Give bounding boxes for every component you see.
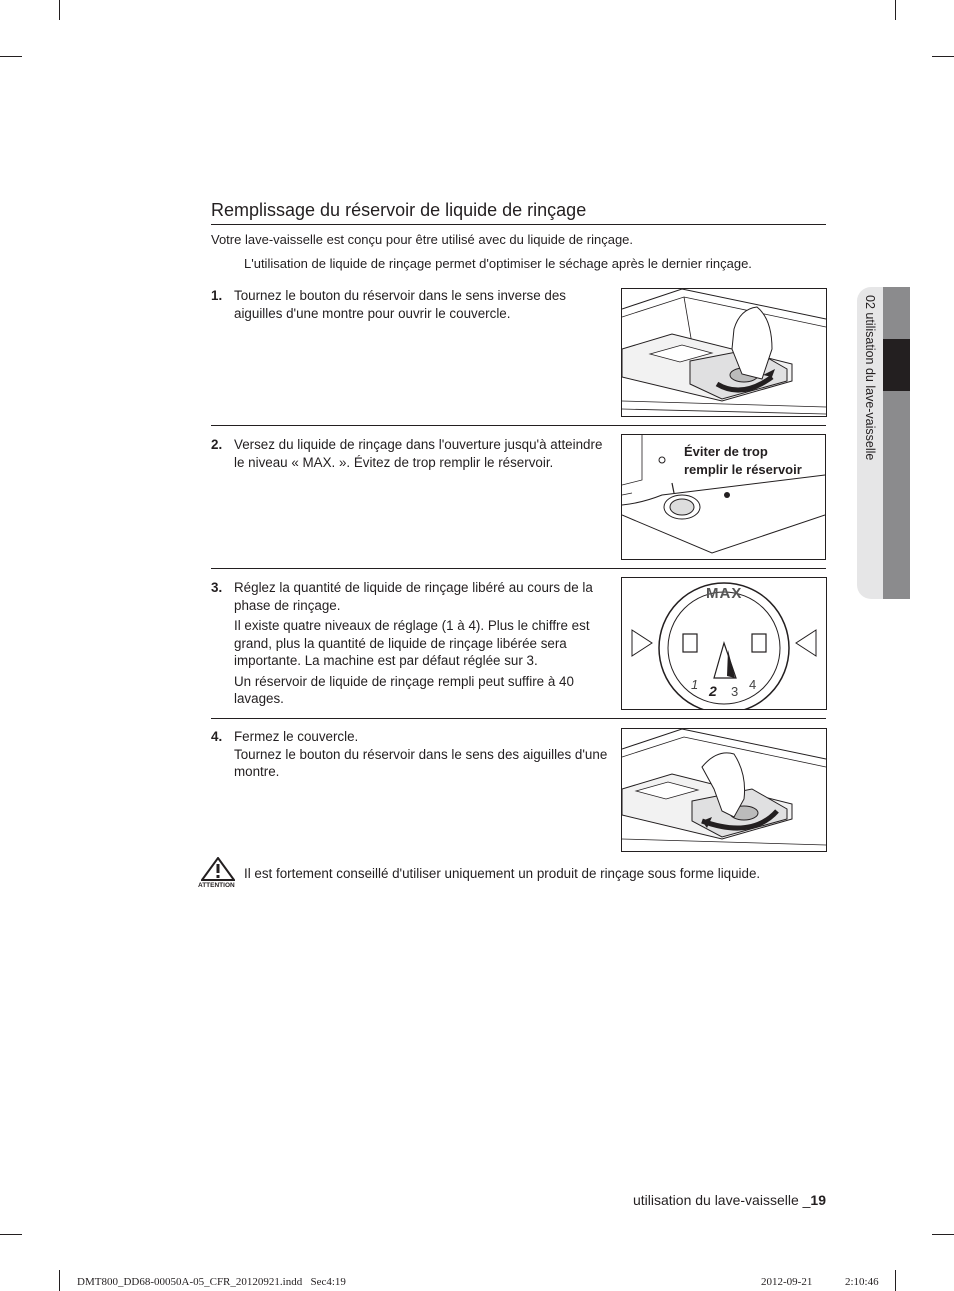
dial-level-label: 3 — [731, 684, 739, 699]
caution-text: Il est fortement conseillé d'utiliser uniquement un produit de rinçage sous forme liquide. — [244, 866, 761, 881]
step-number: 3. — [211, 580, 223, 595]
figure-dial — [621, 577, 827, 710]
step-separator — [211, 425, 826, 426]
crop-mark — [59, 0, 60, 20]
dial-level-label: 2 — [709, 683, 717, 699]
step-1 — [211, 287, 611, 325]
print-file-name: DMT800_DD68-00050A-05_CFR_20120921.indd Sec4:19 — [77, 1276, 346, 1288]
step-text: Un réservoir de liquide de rinçage rempli peut suffire à 40 lavages. — [234, 673, 574, 706]
figure-callout: remplir le réservoir — [684, 462, 802, 477]
crop-mark — [0, 56, 22, 57]
figure-fill-reservoir — [621, 434, 826, 560]
page-number: 19 — [810, 1192, 826, 1208]
step-text: Versez du liquide de rinçage dans l'ouverture jusqu'à atteindre le niveau « MAX. ». Évitez de trop remplir le réservoir. — [234, 437, 603, 470]
intro-text: L'utilisation de liquide de rinçage permet d'optimiser le séchage après le dernier rinçage. — [244, 256, 752, 271]
crop-mark — [932, 56, 954, 57]
step-number: 4. — [211, 729, 223, 744]
caution-block — [198, 857, 238, 891]
step-4 — [211, 728, 611, 781]
crop-mark — [895, 0, 896, 20]
figure-open-cap — [621, 288, 827, 417]
chapter-tab-marker — [883, 339, 910, 391]
step-separator — [211, 568, 826, 569]
dial-level-label: 4 — [749, 677, 757, 692]
figure-callout: Éviter de trop — [684, 444, 768, 459]
chapter-tab-strip — [883, 287, 910, 599]
crop-mark — [932, 1234, 954, 1235]
step-3 — [211, 579, 611, 711]
figure-close-cap — [621, 728, 827, 852]
step-text: Tournez le bouton du réservoir dans le sens des aiguilles d'une montre. — [234, 746, 608, 779]
step-number: 2. — [211, 437, 223, 452]
page-footer — [633, 1192, 826, 1208]
step-number: 1. — [211, 288, 223, 303]
step-text: Tournez le bouton du réservoir dans le sens inverse des aiguilles d'une montre pour ouvrir le couvercle. — [234, 288, 566, 321]
print-time: 2:10:46 — [845, 1276, 879, 1288]
step-2 — [211, 436, 611, 474]
print-date: 2012-09-21 — [761, 1276, 813, 1288]
chapter-tab-label: 02 utilisation du lave-vaisselle — [863, 295, 877, 461]
step-separator — [211, 718, 826, 719]
dial-level-label: 1 — [691, 677, 699, 692]
dial-max-label: MAX — [706, 585, 743, 602]
step-text: Fermez le couvercle. — [234, 729, 359, 744]
crop-mark — [895, 1270, 896, 1291]
warning-icon — [201, 857, 235, 881]
step-text: Réglez la quantité de liquide de rinçage libéré au cours de la phase de rinçage. — [234, 580, 593, 613]
crop-mark — [59, 1270, 60, 1291]
step-text: Il existe quatre niveaux de réglage (1 à 4). Plus le chiffre est grand, plus la quantité de liquide de rinçage libérée sera importante. La machine est par défaut réglée sur 3. — [234, 618, 590, 668]
footer-label: utilisation du lave-vaisselle _ — [632, 1192, 811, 1208]
intro-text: Votre lave-vaisselle est conçu pour être utilisé avec du liquide de rinçage. — [211, 232, 634, 247]
caution-label: ATTENTION — [198, 882, 235, 889]
crop-mark — [0, 1234, 22, 1235]
section-title: Remplissage du réservoir de liquide de rinçage — [211, 200, 826, 225]
